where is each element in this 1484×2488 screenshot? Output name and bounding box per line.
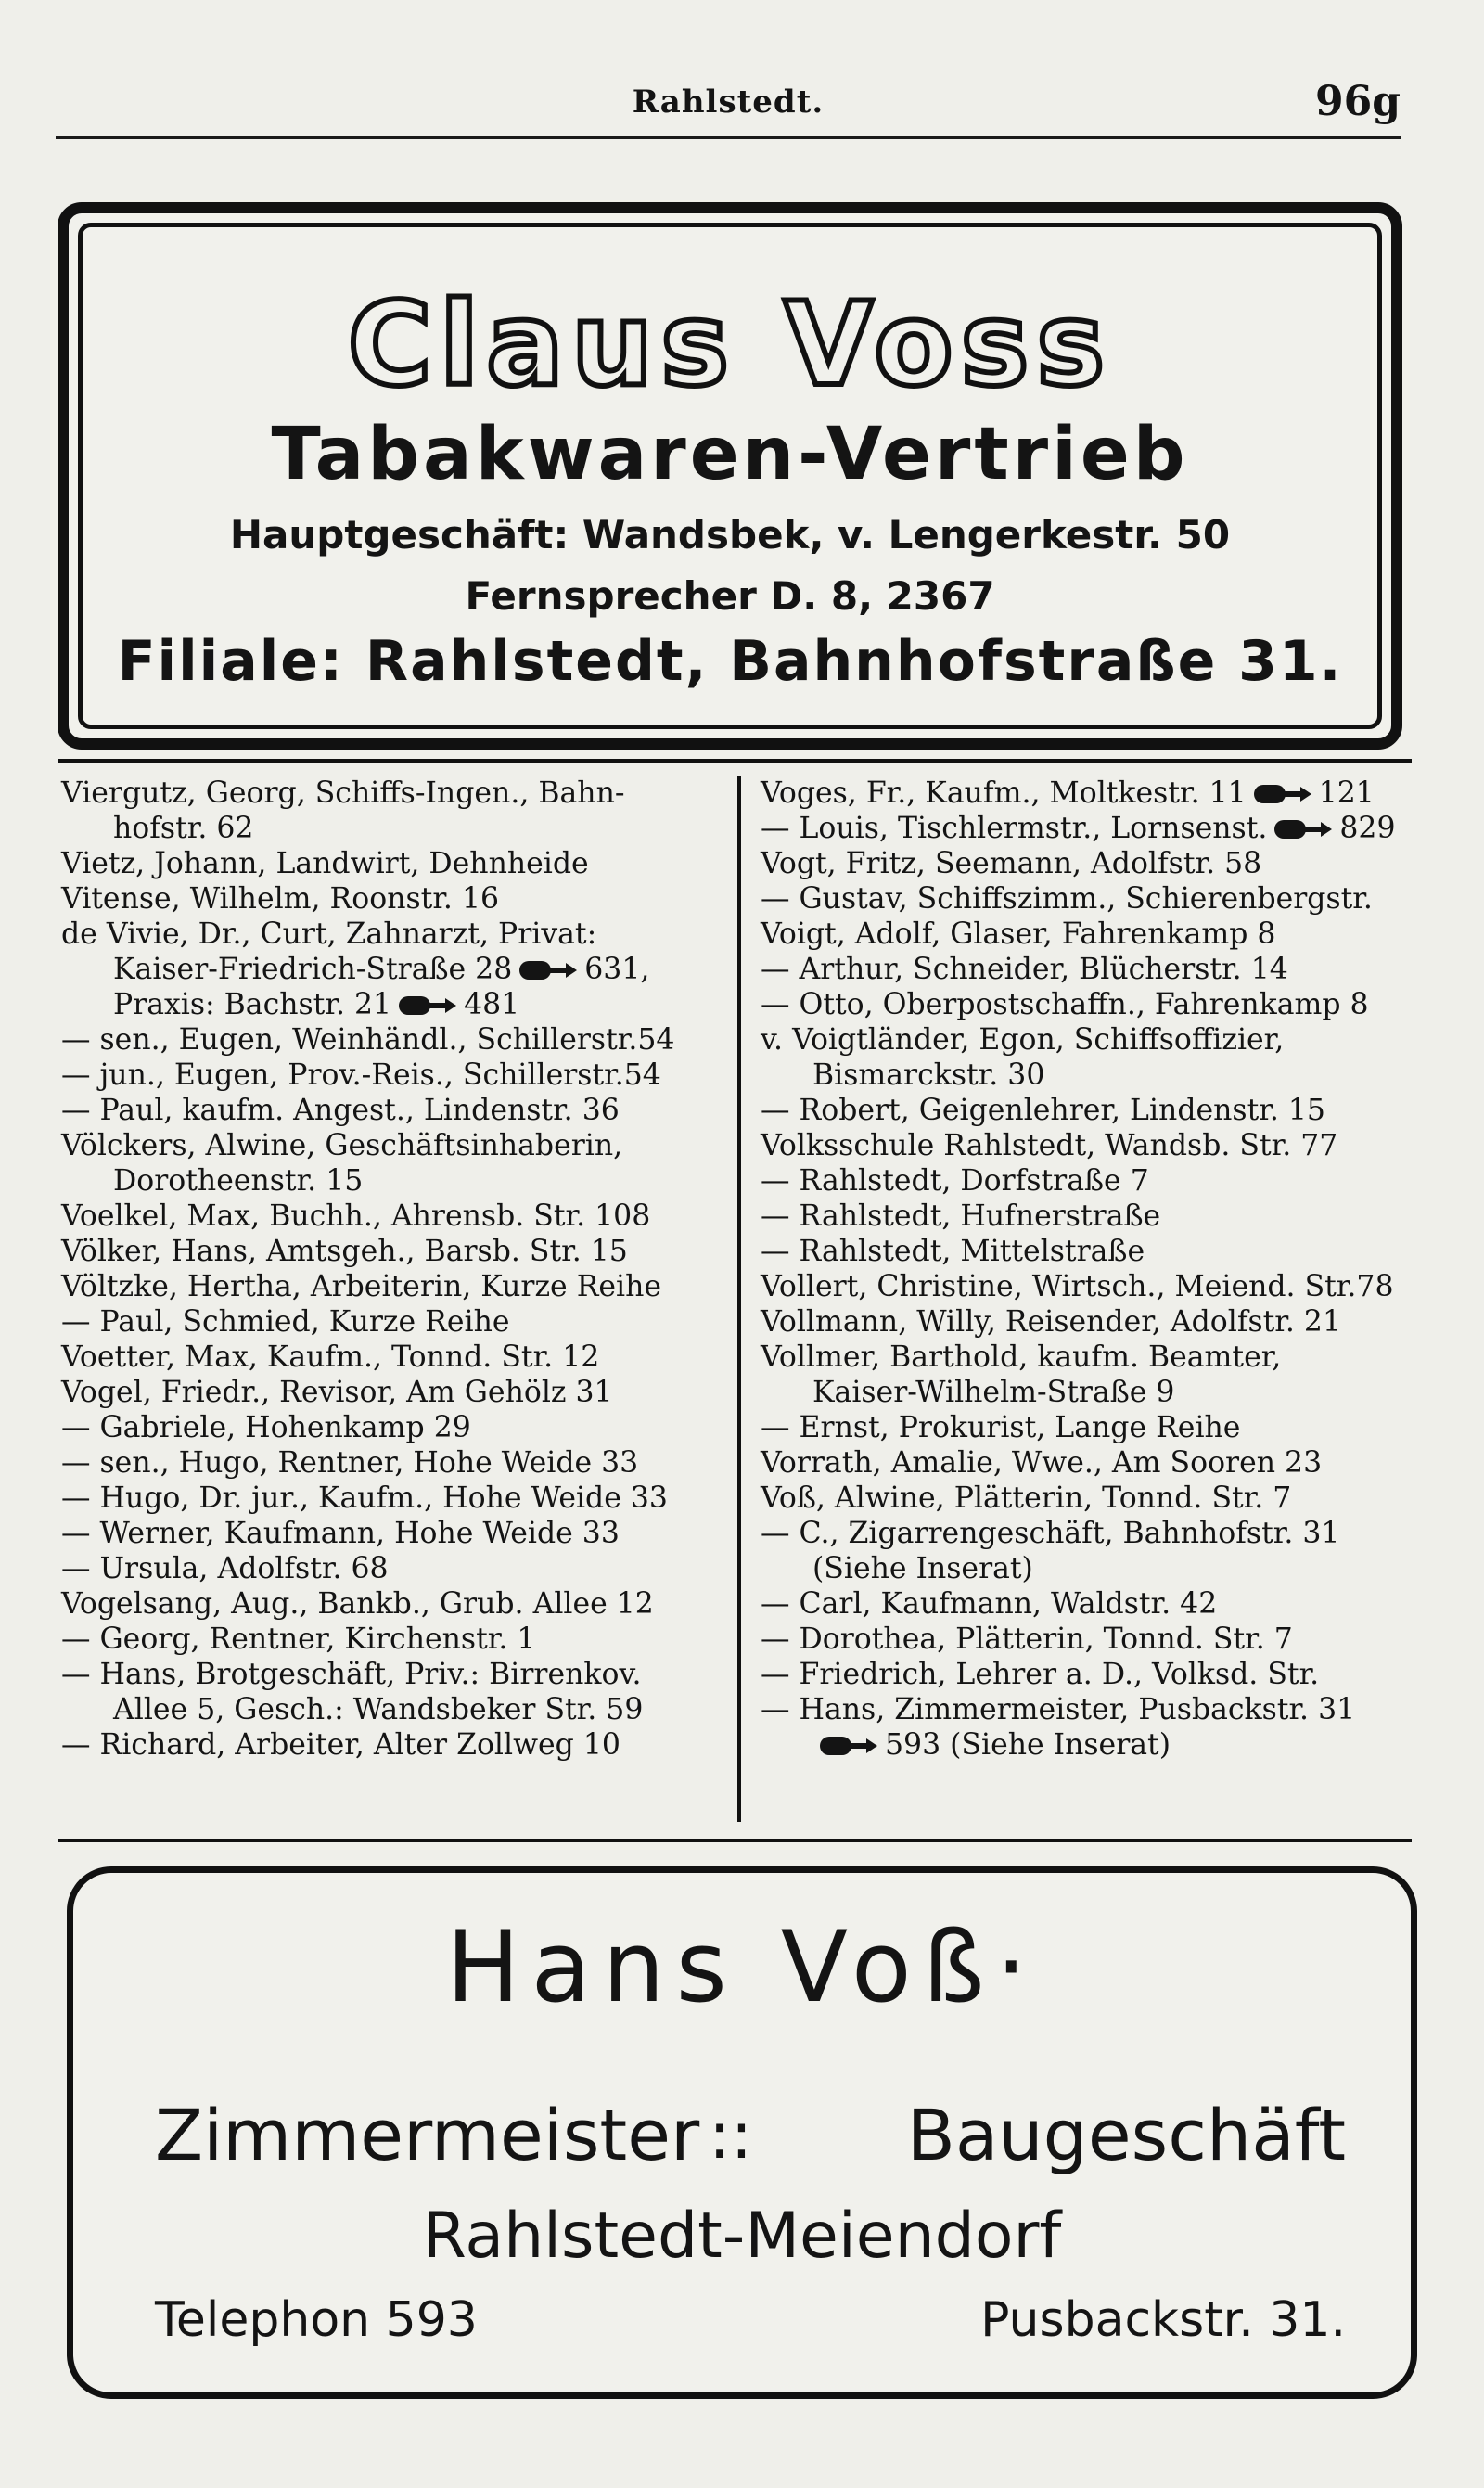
directory-entry (761, 1445, 1410, 1481)
entry-text: Allee 5, Gesch.: Wandsbeker Str. 59 (113, 1693, 644, 1726)
entry-phone-number: 829 (1339, 812, 1396, 845)
entry-text: — Ernst, Prokurist, Lange Reihe (761, 1411, 1241, 1444)
directory-entry (761, 1410, 1410, 1445)
directory-entry (761, 1199, 1410, 1234)
directory-entry (61, 1692, 736, 1727)
entry-text: Völckers, Alwine, Geschäftsinhaberin, (61, 1129, 623, 1162)
entry-text: — Paul, Schmied, Kurze Reihe (61, 1305, 510, 1339)
directory-entry (61, 1516, 736, 1551)
telephone-icon (818, 1732, 879, 1758)
entry-text: — C., Zigarrengeschäft, Bahnhofstr. 31 (761, 1517, 1340, 1550)
ad-hans-trade-left: Zimmermeister (155, 2094, 700, 2176)
running-header-place: Rahlstedt. (632, 83, 825, 121)
entry-text: Vietz, Johann, Landwirt, Dehnheide (61, 847, 589, 880)
directory-entry (761, 1586, 1410, 1622)
entry-text: Viergutz, Georg, Schiffs-Ingen., Bahn- (61, 776, 625, 810)
entry-text: — Hans, Zimmermeister, Pusbackstr. 31 (761, 1693, 1356, 1726)
entry-text: — jun., Eugen, Prov.-Reis., Schillerstr.54 (61, 1058, 661, 1092)
entry-text: Voges, Fr., Kaufm., Moltkestr. 11 (761, 776, 1247, 810)
entry-text: Volksschule Rahlstedt, Wandsb. Str. 77 (761, 1129, 1338, 1162)
directory-entry (61, 1727, 736, 1763)
directory-entry (761, 1692, 1410, 1727)
ad-hans-place: Rahlstedt-Meiendorf (422, 2199, 1062, 2273)
directory-entry (61, 987, 736, 1022)
directory-entry (61, 811, 736, 846)
telephone-icon (1273, 815, 1334, 841)
directory-entry (761, 1481, 1410, 1516)
entry-text: — Dorothea, Plätterin, Tonnd. Str. 7 (761, 1622, 1293, 1656)
entry-text: Voß, Alwine, Plätterin, Tonnd. Str. 7 (761, 1481, 1292, 1515)
running-header (56, 65, 1401, 139)
directory-entry (61, 1445, 736, 1481)
entry-text: — Hans, Brotgeschäft, Priv.: Birrenkov. (61, 1658, 642, 1691)
ad-voss-phone: Fernsprecher D. 8, 2367 (465, 573, 995, 619)
telephone-icon (1252, 780, 1313, 806)
ad-hans-address: Pusbackstr. 31. (980, 2292, 1346, 2348)
directory-entry (761, 952, 1410, 987)
entry-text: Kaiser-Wilhelm-Straße 9 (812, 1376, 1175, 1409)
directory-entry (761, 881, 1410, 917)
directory-entry (761, 1093, 1410, 1128)
entry-text: Voetter, Max, Kaufm., Tonnd. Str. 12 (61, 1340, 600, 1374)
directory-entry (761, 1304, 1410, 1340)
directory-entry (761, 1058, 1410, 1093)
directory-entry (761, 1022, 1410, 1058)
directory-entry (61, 1269, 736, 1304)
directory-entry (761, 1269, 1410, 1304)
entry-text: Vollmer, Barthold, kaufm. Beamter, (761, 1340, 1282, 1374)
entry-text: — Louis, Tischlermstr., Lornsenst. (761, 812, 1268, 845)
entry-text: Vogt, Fritz, Seemann, Adolfstr. 58 (761, 847, 1262, 880)
divider-bottom (58, 1839, 1412, 1842)
directory-entry (761, 1622, 1410, 1657)
entry-text: — Rahlstedt, Mittelstraße (761, 1235, 1145, 1268)
directory-entry (761, 1657, 1410, 1692)
ad-voss-trade: Tabakwaren-Vertrieb (271, 413, 1189, 496)
directory-entry (61, 1375, 736, 1410)
entry-text: de Vivie, Dr., Curt, Zahnarzt, Privat: (61, 917, 597, 951)
entry-text: v. Voigtländer, Egon, Schiffsoffizier, (761, 1023, 1285, 1057)
directory-entry (761, 987, 1410, 1022)
advertisement-claus-voss (58, 202, 1402, 750)
directory-entry (761, 1551, 1410, 1586)
directory-column-left (61, 776, 736, 1763)
directory-entry (61, 1199, 736, 1234)
entry-phone-number: 121 (1318, 776, 1375, 810)
entry-text: Vorrath, Amalie, Wwe., Am Sooren 23 (761, 1446, 1323, 1480)
directory-entry (61, 1481, 736, 1516)
entry-text: Praxis: Bachstr. 21 (113, 988, 392, 1021)
telephone-icon (397, 992, 458, 1018)
entry-text: Voelkel, Max, Buchh., Ahrensb. Str. 108 (61, 1199, 651, 1233)
directory-entry (61, 1163, 736, 1199)
directory-entry (61, 1304, 736, 1340)
entry-text: — Arthur, Schneider, Blücherstr. 14 (761, 953, 1288, 986)
advertisement-hans-voss (67, 1866, 1417, 2399)
entry-text: — Ursula, Adolfstr. 68 (61, 1552, 389, 1585)
directory-entry (61, 1657, 736, 1692)
directory-entry (761, 917, 1410, 952)
entry-text: — Carl, Kaufmann, Waldstr. 42 (761, 1587, 1218, 1621)
entry-text: — Werner, Kaufmann, Hohe Weide 33 (61, 1517, 620, 1550)
entry-text: — Friedrich, Lehrer a. D., Volksd. Str. (761, 1658, 1320, 1691)
divider-top (58, 759, 1412, 763)
entry-text: — Gustav, Schiffszimm., Schierenbergstr. (761, 882, 1373, 916)
directory-entry (61, 776, 736, 811)
entry-text: — Otto, Oberpostschaffn., Fahrenkamp 8 (761, 988, 1369, 1021)
ad-hans-trade-right: Baugeschäft (906, 2094, 1346, 2176)
entry-text: Vollert, Christine, Wirtsch., Meiend. Str.78 (761, 1270, 1394, 1303)
directory-entry (61, 1586, 736, 1622)
directory-entry (61, 1340, 736, 1375)
column-divider (737, 776, 741, 1822)
directory-entry (761, 1128, 1410, 1163)
entry-text: Dorotheenstr. 15 (113, 1164, 364, 1198)
entry-text: Völtzke, Hertha, Arbeiterin, Kurze Reihe (61, 1270, 662, 1303)
directory-entry (761, 811, 1410, 846)
entry-text: — Paul, kaufm. Angest., Lindenstr. 36 (61, 1094, 620, 1127)
entry-text: Vitense, Wilhelm, Roonstr. 16 (61, 882, 500, 916)
ad-voss-main-shop: Hauptgeschäft: Wandsbek, v. Lengerkestr. 50 (229, 512, 1231, 558)
ad-voss-branch: Filiale: Rahlstedt, Bahnhofstraße 31. (117, 629, 1343, 694)
entry-text: — sen., Eugen, Weinhändl., Schillerstr.54 (61, 1023, 675, 1057)
entry-text: Vollmann, Willy, Reisender, Adolfstr. 21 (761, 1305, 1342, 1339)
ad-hans-telephone: Telephon 593 (155, 2292, 478, 2348)
directory-entry (761, 1727, 1410, 1763)
entry-text: — Robert, Geigenlehrer, Lindenstr. 15 (761, 1094, 1325, 1127)
entry-text: — Georg, Rentner, Kirchenstr. 1 (61, 1622, 536, 1656)
directory-entry (61, 1234, 736, 1269)
entry-phone-number: 481 (464, 988, 520, 1021)
entry-text: Völker, Hans, Amtsgeh., Barsb. Str. 15 (61, 1235, 628, 1268)
directory-entry (61, 1128, 736, 1163)
page-number: 96g (1315, 78, 1401, 125)
entry-text: Bismarckstr. 30 (812, 1058, 1045, 1092)
directory-entry (61, 881, 736, 917)
directory-entry (61, 917, 736, 952)
ad-hans-name: Hans Voß· (445, 1910, 1039, 2024)
entry-text: — Hugo, Dr. jur., Kaufm., Hohe Weide 33 (61, 1481, 668, 1515)
directory-entry (761, 776, 1410, 811)
entry-text: — Richard, Arbeiter, Alter Zollweg 10 (61, 1728, 620, 1762)
directory-entry (61, 1022, 736, 1058)
directory-entry (761, 1375, 1410, 1410)
ad-voss-name: Claus Voss (347, 278, 1113, 412)
entry-text: Kaiser-Friedrich-Straße 28 (113, 953, 513, 986)
directory-entry (61, 1551, 736, 1586)
directory-entry (761, 1234, 1410, 1269)
entry-text: hofstr. 62 (113, 812, 254, 845)
ad-hans-separator: :: (709, 2097, 753, 2174)
directory-entry (761, 846, 1410, 881)
directory-entry (61, 1410, 736, 1445)
directory-column-right (761, 776, 1410, 1763)
directory-entry (761, 1340, 1410, 1375)
directory-entry (61, 952, 736, 987)
directory-entry (61, 1058, 736, 1093)
entry-text: Vogelsang, Aug., Bankb., Grub. Allee 12 (61, 1587, 654, 1621)
directory-entry (61, 1093, 736, 1128)
entry-phone-number: 631, (584, 953, 650, 986)
entry-text: — sen., Hugo, Rentner, Hohe Weide 33 (61, 1446, 639, 1480)
entry-text: Voigt, Adolf, Glaser, Fahrenkamp 8 (761, 917, 1276, 951)
entry-text: Vogel, Friedr., Revisor, Am Gehölz 31 (61, 1376, 613, 1409)
entry-text: — Gabriele, Hohenkamp 29 (61, 1411, 471, 1444)
entry-text: — Rahlstedt, Dorfstraße 7 (761, 1164, 1149, 1198)
directory-entry (61, 846, 736, 881)
directory-entry (761, 1163, 1410, 1199)
directory-entry (761, 1516, 1410, 1551)
entry-phone-number: 593 (Siehe Inserat) (885, 1728, 1171, 1762)
entry-text: (Siehe Inserat) (812, 1552, 1033, 1585)
directory-entry (61, 1622, 736, 1657)
entry-text: — Rahlstedt, Hufnerstraße (761, 1199, 1161, 1233)
telephone-icon (518, 956, 579, 982)
